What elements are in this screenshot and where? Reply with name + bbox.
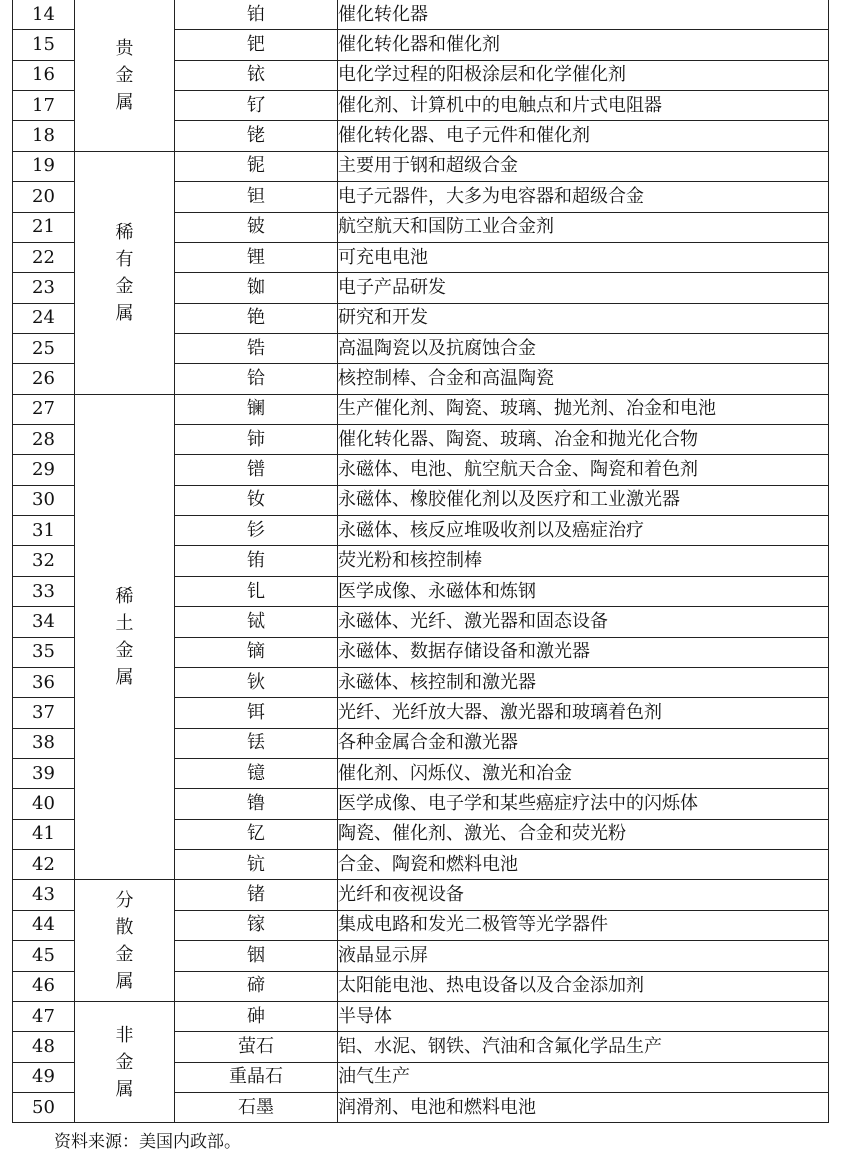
table-row xyxy=(13,151,829,181)
row-number: 35 xyxy=(13,637,75,667)
element-uses: 生产催化剂、陶瓷、玻璃、抛光剂、冶金和电池 xyxy=(338,394,829,424)
element-uses: 研究和开发 xyxy=(338,303,829,333)
element-name: 铱 xyxy=(175,60,338,90)
element-name: 钕 xyxy=(175,485,338,515)
element-name: 铈 xyxy=(175,425,338,455)
row-number: 37 xyxy=(13,698,75,728)
category-label: 稀有金属 xyxy=(115,221,134,324)
element-name: 镨 xyxy=(175,455,338,485)
category-cell xyxy=(75,394,175,880)
element-uses: 光纤和夜视设备 xyxy=(338,880,829,910)
element-name: 铑 xyxy=(175,121,338,151)
element-uses: 润滑剂、电池和燃料电池 xyxy=(338,1092,829,1122)
element-uses: 高温陶瓷以及抗腐蚀合金 xyxy=(338,333,829,363)
element-uses: 催化转化器、陶瓷、玻璃、冶金和抛光化合物 xyxy=(338,425,829,455)
row-number: 46 xyxy=(13,971,75,1001)
element-name: 锗 xyxy=(175,880,338,910)
minerals-table xyxy=(12,0,829,1123)
row-number: 33 xyxy=(13,576,75,606)
element-uses: 可充电电池 xyxy=(338,242,829,272)
row-number: 49 xyxy=(13,1062,75,1092)
row-number: 24 xyxy=(13,303,75,333)
category-cell xyxy=(75,880,175,1001)
row-number: 28 xyxy=(13,425,75,455)
element-name: 铥 xyxy=(175,728,338,758)
row-number: 20 xyxy=(13,182,75,212)
element-name: 钽 xyxy=(175,182,338,212)
element-name: 钬 xyxy=(175,667,338,697)
element-uses: 催化转化器和催化剂 xyxy=(338,30,829,60)
element-name: 铯 xyxy=(175,303,338,333)
row-number: 23 xyxy=(13,273,75,303)
row-number: 32 xyxy=(13,546,75,576)
row-number: 45 xyxy=(13,941,75,971)
element-uses: 永磁体、光纤、激光器和固态设备 xyxy=(338,607,829,637)
element-uses: 永磁体、核反应堆吸收剂以及癌症治疗 xyxy=(338,516,829,546)
element-name: 锆 xyxy=(175,333,338,363)
row-number: 44 xyxy=(13,910,75,940)
element-uses: 永磁体、电池、航空航天合金、陶瓷和着色剂 xyxy=(338,455,829,485)
row-number: 31 xyxy=(13,516,75,546)
table-row xyxy=(13,1001,829,1031)
row-number: 22 xyxy=(13,242,75,272)
element-name: 镓 xyxy=(175,910,338,940)
element-name: 锂 xyxy=(175,242,338,272)
row-number: 40 xyxy=(13,789,75,819)
category-label: 分散金属 xyxy=(115,889,134,992)
element-uses: 合金、陶瓷和燃料电池 xyxy=(338,850,829,880)
element-uses: 油气生产 xyxy=(338,1062,829,1092)
element-uses: 电子元器件，大多为电容器和超级合金 xyxy=(338,182,829,212)
element-uses: 各种金属合金和激光器 xyxy=(338,728,829,758)
element-uses: 永磁体、核控制和激光器 xyxy=(338,667,829,697)
element-name: 钆 xyxy=(175,576,338,606)
category-cell xyxy=(75,1001,175,1122)
row-number: 34 xyxy=(13,607,75,637)
element-uses: 主要用于钢和超级合金 xyxy=(338,151,829,181)
row-number: 14 xyxy=(13,0,75,30)
element-name: 重晶石 xyxy=(175,1062,338,1092)
row-number: 17 xyxy=(13,91,75,121)
element-name: 铕 xyxy=(175,546,338,576)
element-name: 钌 xyxy=(175,91,338,121)
row-number: 48 xyxy=(13,1032,75,1062)
category-label: 稀土金属 xyxy=(115,586,134,689)
element-uses: 医学成像、永磁体和炼钢 xyxy=(338,576,829,606)
source-note: 资料来源：美国内政部。 xyxy=(54,1132,241,1152)
element-name: 铒 xyxy=(175,698,338,728)
row-number: 19 xyxy=(13,151,75,181)
element-uses: 航空航天和国防工业合金剂 xyxy=(338,212,829,242)
element-uses: 催化转化器 xyxy=(338,0,829,30)
element-name: 铪 xyxy=(175,364,338,394)
element-name: 铌 xyxy=(175,151,338,181)
element-name: 萤石 xyxy=(175,1032,338,1062)
element-uses: 催化剂、计算机中的电触点和片式电阻器 xyxy=(338,91,829,121)
row-number: 18 xyxy=(13,121,75,151)
table-row xyxy=(13,394,829,424)
element-uses: 荧光粉和核控制棒 xyxy=(338,546,829,576)
row-number: 39 xyxy=(13,758,75,788)
element-name: 钐 xyxy=(175,516,338,546)
row-number: 50 xyxy=(13,1092,75,1122)
element-name: 镧 xyxy=(175,394,338,424)
category-cell xyxy=(75,0,175,151)
element-uses: 永磁体、橡胶催化剂以及医疗和工业激光器 xyxy=(338,485,829,515)
table-row xyxy=(13,0,829,30)
category-label: 贵金属 xyxy=(115,37,134,113)
row-number: 16 xyxy=(13,60,75,90)
element-uses: 铝、水泥、钢铁、汽油和含氟化学品生产 xyxy=(338,1032,829,1062)
table-row xyxy=(13,880,829,910)
row-number: 38 xyxy=(13,728,75,758)
element-uses: 液晶显示屏 xyxy=(338,941,829,971)
element-uses: 核控制棒、合金和高温陶瓷 xyxy=(338,364,829,394)
element-name: 镝 xyxy=(175,637,338,667)
row-number: 15 xyxy=(13,30,75,60)
table-body xyxy=(13,0,829,1123)
row-number: 47 xyxy=(13,1001,75,1031)
element-name: 钯 xyxy=(175,30,338,60)
element-name: 铽 xyxy=(175,607,338,637)
element-uses: 太阳能电池、热电设备以及合金添加剂 xyxy=(338,971,829,1001)
row-number: 21 xyxy=(13,212,75,242)
element-name: 石墨 xyxy=(175,1092,338,1122)
element-name: 铷 xyxy=(175,273,338,303)
element-uses: 电子产品研发 xyxy=(338,273,829,303)
element-name: 碲 xyxy=(175,971,338,1001)
row-number: 30 xyxy=(13,485,75,515)
element-uses: 集成电路和发光二极管等光学器件 xyxy=(338,910,829,940)
element-name: 铂 xyxy=(175,0,338,30)
element-uses: 催化转化器、电子元件和催化剂 xyxy=(338,121,829,151)
element-uses: 医学成像、电子学和某些癌症疗法中的闪烁体 xyxy=(338,789,829,819)
element-name: 铍 xyxy=(175,212,338,242)
element-name: 镱 xyxy=(175,758,338,788)
row-number: 41 xyxy=(13,819,75,849)
row-number: 26 xyxy=(13,364,75,394)
element-name: 砷 xyxy=(175,1001,338,1031)
row-number: 25 xyxy=(13,333,75,363)
row-number: 43 xyxy=(13,880,75,910)
row-number: 29 xyxy=(13,455,75,485)
row-number: 36 xyxy=(13,667,75,697)
element-uses: 光纤、光纤放大器、激光器和玻璃着色剂 xyxy=(338,698,829,728)
element-name: 铟 xyxy=(175,941,338,971)
category-label: 非金属 xyxy=(115,1024,134,1100)
row-number: 27 xyxy=(13,394,75,424)
element-name: 钪 xyxy=(175,850,338,880)
element-uses: 半导体 xyxy=(338,1001,829,1031)
row-number: 42 xyxy=(13,850,75,880)
element-uses: 陶瓷、催化剂、激光、合金和荧光粉 xyxy=(338,819,829,849)
element-name: 镥 xyxy=(175,789,338,819)
element-uses: 永磁体、数据存储设备和激光器 xyxy=(338,637,829,667)
element-uses: 电化学过程的阳极涂层和化学催化剂 xyxy=(338,60,829,90)
element-uses: 催化剂、闪烁仪、激光和冶金 xyxy=(338,758,829,788)
category-cell xyxy=(75,151,175,394)
element-name: 钇 xyxy=(175,819,338,849)
